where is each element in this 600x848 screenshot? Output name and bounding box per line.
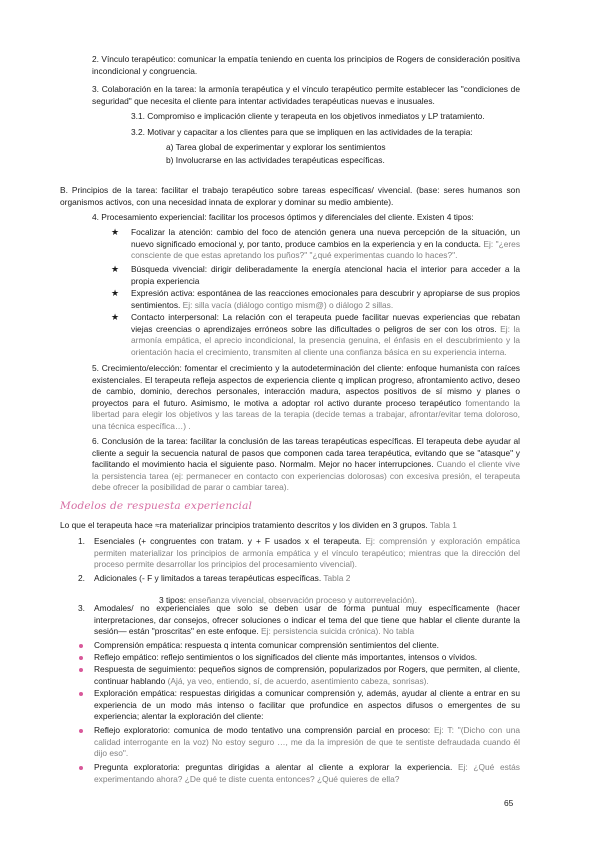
paragraph-procesamiento-experiencial: 4. Procesamiento experiencial: facilitar los procesos óptimos y diferenciales del cliente. Existen 4 tipos: — [92, 212, 474, 222]
star-bullet-icon: ★ — [111, 288, 120, 298]
numbered-item-esenciales: Esenciales (+ congruentes con tratam. y + F usados x el terapeuta. Ej: comprensión y exploración empática permiten materializar los principios de armonía empática y el vínculo terapéutico; mientras que la dirección del proceso permite desarrollar los principios del procesamiento vivencial). — [94, 536, 521, 570]
paragraph-intro: Lo que el terapeuta hace ≈ra materializar principios tratamiento descritos y los dividen en 3 grupos. Tabla 1 — [60, 520, 457, 530]
bullet-reflejo-empatico: Reflejo empático: reflejo sentimientos o los significados del cliente más importantes, intensos o vívidos. — [94, 652, 478, 662]
bullet-exploracion-empatica: Exploración empática: respuestas dirigidas a comunicar comprensión y, además, ayudar al cliente a entrar en su experiencia de un modo más intenso o facilitar que profundice en aspectos difusos o emergentes de su experiencia; alentar la exploración del cliente: — [94, 688, 520, 722]
numbered-item-tipos: 3 tipos: enseñanza vivencial, observación proceso y autorrevelación). — [159, 595, 417, 606]
bullet-dot-icon — [79, 766, 83, 770]
bullet-dot-icon — [79, 644, 83, 648]
page-number: 65 — [504, 798, 514, 808]
star-item-expresion: Expresión activa: espontánea de las reacciones emocionales para descubrir y apropiarse de sus propios sentimientos. Ej: silla vacía (diálogo contigo mism@) o diálogo 2 sillas. — [131, 288, 520, 310]
numbered-item-adicionales: Adicionales (- F y limitados a tareas terapéuticas específicas. Tabla 2 — [94, 573, 351, 583]
paragraph-3-2-b: b) Involucrarse en las actividades terapéuticas específicas. — [166, 155, 385, 165]
paragraph-3-2: 3.2. Motivar y capacitar a los clientes para que se impliquen en las actividades de la terapia: — [131, 127, 473, 137]
list-number: 2. — [78, 573, 85, 583]
section-heading: Modelos de respuesta experiencial — [60, 500, 253, 512]
bullet-comprension-empatica: Comprensión empática: respuesta q intenta comunicar comprensión sentimientos del cliente. — [94, 640, 439, 650]
bullet-dot-icon — [79, 656, 83, 660]
paragraph-3-2-a: a) Tarea global de experimentar y explorar los sentimientos — [166, 142, 386, 152]
paragraph-3-1: 3.1. Compromiso e implicación cliente y terapeuta en los objetivos inmediatos y LP tratamiento. — [131, 111, 485, 121]
bullet-dot-icon — [79, 668, 83, 672]
paragraph-colaboracion-tarea: 3. Colaboración en la tarea: la armonía terapéutica y el vínculo terapéutico permite establecer las "condiciones de seguridad" que necesita el cliente para intentar actividades terapéuticas nuevas e inusuales. — [92, 84, 520, 106]
bullet-reflejo-exploratorio: Reflejo exploratorio: comunica de modo tentativo una comprensión parcial en proceso: Ej: T: "(Dicho con una calidad interrogante en la voz) No estoy seguro …, me da la impresión de que te sentiste defraudada cuando él dijo eso". — [94, 725, 521, 759]
star-item-focalizar: Focalizar la atención: cambio del foco de atención genera una nueva percepción de la situación, un nuevo significado emocional y, por tanto, produce cambios en la experiencia y en la conducta. Ej: "¿eres consciente de que estas apretando los puños?" "¿qué experimentas cuando lo haces?". — [131, 227, 521, 261]
bullet-respuesta-seguimiento: Respuesta de seguimiento: pequeños signos de comprensión, popularizados por Rogers, que permiten, al cliente, continuar hablando (Ajá, ya veo, entiendo, sí, de acuerdo, asentimiento cabeza, sonrisas). — [94, 664, 520, 686]
star-bullet-icon: ★ — [111, 227, 120, 237]
numbered-item-amodales: Amodales/ no experienciales que solo se deben usar de forma puntual muy específicamente (hacer interpretaciones, dar consejos, ofrecer soluciones o indicar el tema del que tiene que hablar el cliente durante la sesión— están "proscritas" en este enfoque. Ej: persistencia suicida crónica). No tabla — [94, 603, 520, 637]
list-number: 1. — [78, 536, 85, 546]
paragraph-principios-tarea: B. Principios de la tarea: facilitar el trabajo terapéutico sobre tareas específicas/ vivencial. (base: seres humanos son organismos activos, con una necesidad innata de explorar y dominar su medio ambiente). — [60, 185, 520, 207]
star-bullet-icon: ★ — [111, 264, 120, 274]
list-number: 3. — [78, 603, 85, 613]
bullet-dot-icon — [79, 729, 83, 733]
star-bullet-icon: ★ — [111, 312, 120, 322]
bullet-dot-icon — [79, 692, 83, 696]
paragraph-conclusion-tarea: 6. Conclusión de la tarea: facilitar la conclusión de las tareas terapéuticas específicas. El terapeuta debe ayudar al cliente a seguir la secuencia natural de pasos que componen cada tarea terapéutica, evitando que se "atasque" y facilitando el movimiento hacia el siguiente paso. Normalm. Mejor no hacer interrupciones. Cuando el cliente vive la persistencia tarea (ej: permanecer en contacto con experiencias dolorosas) con excesiva presión, el terapeuta debe ofrecer la posibilidad de parar o cambiar tarea). — [92, 436, 520, 493]
paragraph-vinculo-terapeutico: 2. Vínculo terapéutico: comunicar la empatía teniendo en cuenta los principios de Rogers de consideración positiva incondicional y congruencia. — [92, 54, 520, 76]
bullet-pregunta-exploratoria: Pregunta exploratoria: preguntas dirigidas a alentar al cliente a explorar la experiencia. Ej: ¿Qué estás experimentando ahora? ¿De qué te diste cuenta entonces? ¿Qué quieres de ella? — [94, 762, 520, 784]
star-item-contacto: Contacto interpersonal: La relación con el terapeuta puede facilitar nuevas experiencias que rebatan viejas creencias o aprendizajes erróneos sobre las dificultades o peligros de ser con los otros. Ej: la armonía empática, el aprecio incondicional, la presencia genuina, el énfasis en el descubrimiento y la orientación hacia el crecimiento, transmiten al cliente una confianza básica en su experiencia interna. — [131, 312, 521, 357]
star-item-busqueda: Búsqueda vivencial: dirigir deliberadamente la energía atencional hacia el interior para acceder a la propia experiencia — [131, 264, 520, 286]
paragraph-crecimiento-eleccion: 5. Crecimiento/elección: fomentar el crecimiento y la autodeterminación del cliente: enfoque humanista con raíces existenciales. El terapeuta refleja aspectos de experiencia cliente q implican progreso, afrontamiento activo, deseo de cambio, dominio, derechos personales, interacción madura, aspectos positivos de sí mismo y planes o proyectos para el futuro. Asimismo, le motiva a adoptar rol activo durante proceso terapéutico fomentando la libertad para elegir los objetivos y las tareas de la terapia (decide temas a trabajar, afrontar/evitar tema doloroso, una técnica específica…) . — [92, 363, 520, 431]
